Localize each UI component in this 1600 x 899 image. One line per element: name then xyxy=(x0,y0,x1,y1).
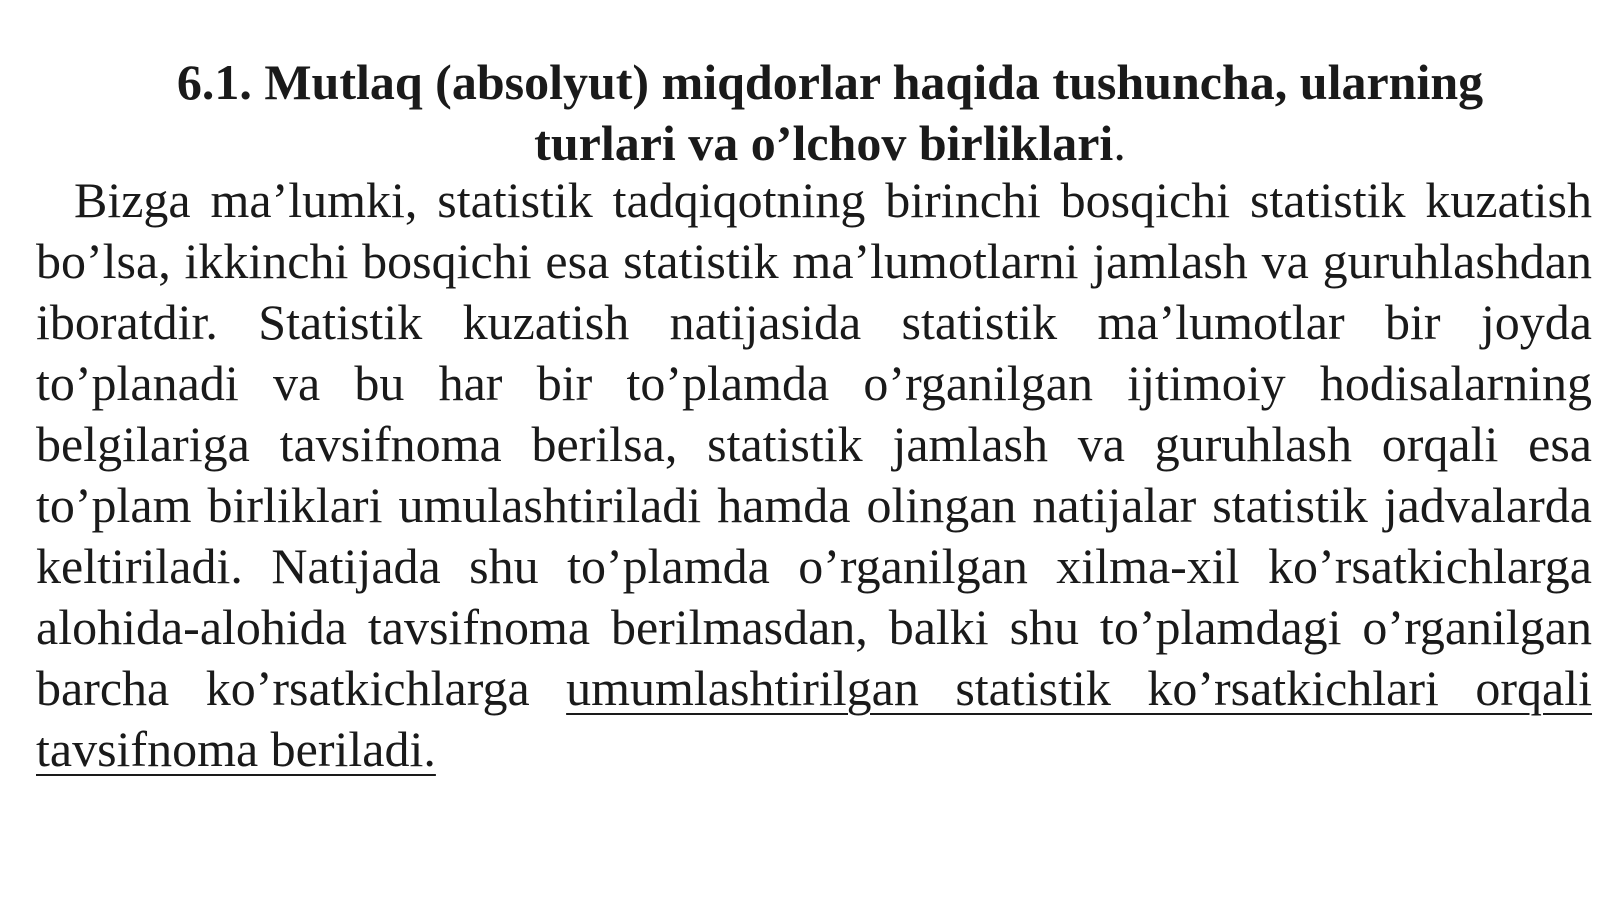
section-heading-dot: . xyxy=(1113,115,1126,171)
section-heading xyxy=(100,52,1560,174)
body-paragraph-main: Bizga ma’lumki, statistik tadqiqotning birinchi bosqichi statistik kuzatish bo’lsa, ikkinchi bosqichi esa statistik ma’lumotlarni jamlash va guruhlashdan iboratdir. Statistik kuzatish natijasida statistik ma’lumotlar bir joyda to’planadi va bu har bir to’plamda o’rganilgan ijtimoiy hodisalarning belgilariga tavsifnoma berilsa, statistik jamlash va guruhlash orqali esa to’plam birliklari umulashtiriladi hamda olingan natijalar statistik jadvalarda keltiriladi. Natijada shu to’plamda o’rganilgan xilma-xil ko’rsatkichlarga alohida-alohida tavsifnoma berilmasdan, balki shu to’plamdagi o’rganilgan barcha ko’rsatkichlarga xyxy=(36,172,1592,716)
section-heading-text: 6.1. Mutlaq (absolyut) miqdorlar haqida tushuncha, ularning turlari va o’lchov birliklari xyxy=(176,54,1484,171)
body-paragraph xyxy=(36,170,1592,780)
body-paragraph-underlined: umumlashtirilgan statistik ko’rsatkichlari orqali tavsifnoma beriladi. xyxy=(36,660,1593,777)
